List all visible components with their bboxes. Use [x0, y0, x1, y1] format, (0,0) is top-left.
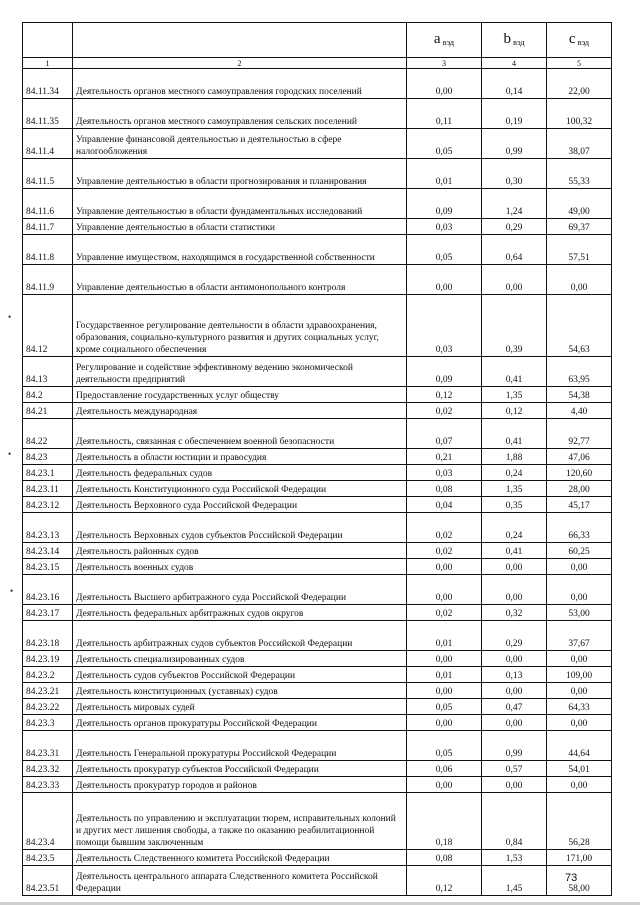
value-a-cell: 0,03	[407, 465, 482, 481]
value-b-cell: 0,32	[482, 605, 547, 621]
col-number-1: 1	[23, 58, 73, 69]
table-row	[23, 449, 612, 465]
description-cell: Управление деятельностью в области прогнозирования и планирования	[73, 159, 407, 189]
value-b-cell: 0,14	[482, 69, 547, 99]
header-b-cell: b $_{вэд}$	[482, 23, 547, 58]
description-cell: Государственное регулирование деятельности в области здравоохранения, образования, социально-культурного развития и других социальных услуг, кроме социального обеспечения	[73, 295, 407, 357]
value-c-cell: 45,17	[547, 497, 612, 513]
description-cell: Управление деятельностью в области антимонопольного контроля	[73, 265, 407, 295]
description-cell: Деятельность военных судов	[73, 559, 407, 575]
value-a-cell: 0,05	[407, 129, 482, 159]
value-c-cell: 54,63	[547, 295, 612, 357]
code-cell: 84.2	[23, 387, 73, 403]
value-a-cell: 0,00	[407, 265, 482, 295]
value-c-cell: 54,01	[547, 761, 612, 777]
col-number-4: 4	[482, 58, 547, 69]
value-b-cell: 0,24	[482, 465, 547, 481]
description-cell: Деятельность в области юстиции и правосудия	[73, 449, 407, 465]
value-c-cell: 54,38	[547, 387, 612, 403]
column-number-row	[23, 58, 612, 69]
table-row	[23, 575, 612, 605]
code-cell: 84.11.6	[23, 189, 73, 219]
code-cell: 84.23.17	[23, 605, 73, 621]
coefficients-table	[22, 22, 612, 896]
col-number-2: 2	[73, 58, 407, 69]
value-b-cell: 0,35	[482, 497, 547, 513]
description-cell: Деятельность судов субъектов Российской Федерации	[73, 667, 407, 683]
code-cell: 84.23.11	[23, 481, 73, 497]
description-cell: Деятельность мировых судей	[73, 699, 407, 715]
description-cell: Деятельность Генеральной прокуратуры Российской Федерации	[73, 731, 407, 761]
value-a-cell: 0,07	[407, 419, 482, 449]
value-a-cell: 0,00	[407, 777, 482, 793]
table-row	[23, 387, 612, 403]
description-cell: Деятельность центрального аппарата Следственного комитета Российской Федерации	[73, 866, 407, 896]
value-c-cell: 60,25	[547, 543, 612, 559]
value-a-cell: 0,02	[407, 543, 482, 559]
value-c-cell: 0,00	[547, 777, 612, 793]
description-cell: Предоставление государственных услуг обществу	[73, 387, 407, 403]
value-a-cell: 0,11	[407, 99, 482, 129]
code-cell: 84.23.22	[23, 699, 73, 715]
header-c-cell: c $_{вэд}$	[547, 23, 612, 58]
description-cell: Управление финансовой деятельностью и деятельностью в сфере налогообложения	[73, 129, 407, 159]
code-cell: 84.12	[23, 295, 73, 357]
value-c-cell: 56,28	[547, 793, 612, 850]
value-b-cell: 0,00	[482, 265, 547, 295]
description-cell: Деятельность международная	[73, 403, 407, 419]
value-a-cell: 0,12	[407, 387, 482, 403]
value-a-cell: 0,09	[407, 357, 482, 387]
code-cell: 84.23.33	[23, 777, 73, 793]
table-row	[23, 481, 612, 497]
code-cell: 84.23.19	[23, 651, 73, 667]
value-a-cell: 0,05	[407, 731, 482, 761]
value-b-cell: 0,57	[482, 761, 547, 777]
table-row	[23, 403, 612, 419]
description-cell: Деятельность прокуратур субъектов Российской Федерации	[73, 761, 407, 777]
description-cell: Деятельность органов прокуратуры Российской Федерации	[73, 715, 407, 731]
value-a-cell: 0,02	[407, 513, 482, 543]
table-row	[23, 543, 612, 559]
description-cell: Деятельность Верховного суда Российской Федерации	[73, 497, 407, 513]
code-cell: 84.11.35	[23, 99, 73, 129]
table-row	[23, 497, 612, 513]
table-row	[23, 683, 612, 699]
value-c-cell: 49,00	[547, 189, 612, 219]
page-number: 73	[565, 872, 578, 884]
table-row	[23, 605, 612, 621]
header-row	[23, 23, 612, 58]
code-cell: 84.23.1	[23, 465, 73, 481]
value-c-cell: 100,32	[547, 99, 612, 129]
code-cell: 84.23.14	[23, 543, 73, 559]
value-b-cell: 1,53	[482, 850, 547, 866]
value-b-cell: 0,99	[482, 129, 547, 159]
description-cell: Деятельность специализированных судов	[73, 651, 407, 667]
description-cell: Управление деятельностью в области фундаментальных исследований	[73, 189, 407, 219]
value-a-cell: 0,02	[407, 605, 482, 621]
table-row	[23, 667, 612, 683]
table-row	[23, 419, 612, 449]
code-cell: 84.21	[23, 403, 73, 419]
value-c-cell: 44,64	[547, 731, 612, 761]
description-cell: Деятельность районных судов	[73, 543, 407, 559]
value-c-cell: 22,00	[547, 69, 612, 99]
code-cell: 84.23.51	[23, 866, 73, 896]
code-cell: 84.23.13	[23, 513, 73, 543]
description-cell: Деятельность арбитражных судов субъектов Российской Федерации	[73, 621, 407, 651]
value-c-cell: 63,95	[547, 357, 612, 387]
value-b-cell: 0,64	[482, 235, 547, 265]
value-a-cell: 0,01	[407, 667, 482, 683]
value-b-cell: 0,84	[482, 793, 547, 850]
table-row	[23, 513, 612, 543]
table-row	[23, 265, 612, 295]
value-a-cell: 0,04	[407, 497, 482, 513]
value-c-cell: 0,00	[547, 651, 612, 667]
value-b-cell: 0,99	[482, 731, 547, 761]
description-cell: Деятельность по управлению и эксплуатации тюрем, исправительных колоний и других мест лишения свободы, а также по оказанию реабилитационной помощи бывшим заключенным	[73, 793, 407, 850]
code-cell: 84.23.5	[23, 850, 73, 866]
table-row	[23, 357, 612, 387]
margin-mark: •	[8, 312, 12, 322]
value-c-cell: 47,06	[547, 449, 612, 465]
description-cell: Деятельность Конституционного суда Российской Федерации	[73, 481, 407, 497]
code-cell: 84.11.5	[23, 159, 73, 189]
table-row	[23, 651, 612, 667]
value-b-cell: 1,45	[482, 866, 547, 896]
margin-mark: •	[10, 586, 14, 596]
value-a-cell: 0,01	[407, 159, 482, 189]
value-b-cell: 0,41	[482, 419, 547, 449]
value-b-cell: 0,00	[482, 777, 547, 793]
table-row	[23, 295, 612, 357]
description-cell: Деятельность конституционных (уставных) судов	[73, 683, 407, 699]
value-a-cell: 0,00	[407, 575, 482, 605]
description-cell: Деятельность Верховных судов субъектов Российской Федерации	[73, 513, 407, 543]
value-c-cell: 64,33	[547, 699, 612, 715]
value-c-cell: 58,00	[547, 866, 612, 896]
description-cell: Деятельность федеральных судов	[73, 465, 407, 481]
value-b-cell: 0,00	[482, 559, 547, 575]
col-number-5: 5	[547, 58, 612, 69]
table-row	[23, 465, 612, 481]
code-cell: 84.11.7	[23, 219, 73, 235]
code-cell: 84.23.18	[23, 621, 73, 651]
table-row	[23, 699, 612, 715]
value-b-cell: 1,24	[482, 189, 547, 219]
description-cell: Управление имуществом, находящимся в государственной собственности	[73, 235, 407, 265]
code-cell: 84.23.21	[23, 683, 73, 699]
value-a-cell: 0,06	[407, 761, 482, 777]
code-cell: 84.11.34	[23, 69, 73, 99]
description-cell: Управление деятельностью в области статистики	[73, 219, 407, 235]
value-a-cell: 0,08	[407, 850, 482, 866]
value-b-cell: 0,12	[482, 403, 547, 419]
value-c-cell: 171,00	[547, 850, 612, 866]
description-cell: Деятельность федеральных арбитражных судов округов	[73, 605, 407, 621]
table-row	[23, 159, 612, 189]
value-c-cell: 0,00	[547, 575, 612, 605]
code-cell: 84.11.8	[23, 235, 73, 265]
value-b-cell: 0,00	[482, 575, 547, 605]
value-c-cell: 0,00	[547, 715, 612, 731]
table-row	[23, 189, 612, 219]
table-row	[23, 69, 612, 99]
value-b-cell: 0,00	[482, 715, 547, 731]
value-b-cell: 0,29	[482, 219, 547, 235]
code-cell: 84.11.4	[23, 129, 73, 159]
table-row	[23, 219, 612, 235]
table-row	[23, 777, 612, 793]
value-c-cell: 0,00	[547, 559, 612, 575]
table-row	[23, 715, 612, 731]
value-a-cell: 0,00	[407, 69, 482, 99]
value-a-cell: 0,08	[407, 481, 482, 497]
value-b-cell: 0,13	[482, 667, 547, 683]
description-cell: Деятельность Следственного комитета Российской Федерации	[73, 850, 407, 866]
value-c-cell: 38,07	[547, 129, 612, 159]
code-cell: 84.22	[23, 419, 73, 449]
value-c-cell: 0,00	[547, 265, 612, 295]
value-b-cell: 0,39	[482, 295, 547, 357]
header-a-cell: a $_{вэд}$	[407, 23, 482, 58]
table-row	[23, 866, 612, 896]
value-c-cell: 69,37	[547, 219, 612, 235]
value-b-cell: 0,47	[482, 699, 547, 715]
value-a-cell: 0,21	[407, 449, 482, 465]
description-cell: Деятельность прокуратур городов и районов	[73, 777, 407, 793]
description-cell: Регулирование и содействие эффективному ведению экономической деятельности предприятий	[73, 357, 407, 387]
value-a-cell: 0,03	[407, 219, 482, 235]
table-row	[23, 99, 612, 129]
value-b-cell: 0,41	[482, 357, 547, 387]
table-row	[23, 731, 612, 761]
value-a-cell: 0,03	[407, 295, 482, 357]
value-a-cell: 0,01	[407, 621, 482, 651]
value-b-cell: 0,29	[482, 621, 547, 651]
value-b-cell: 1,35	[482, 481, 547, 497]
value-c-cell: 4,40	[547, 403, 612, 419]
header-desc-cell	[73, 23, 407, 58]
value-a-cell: 0,12	[407, 866, 482, 896]
value-b-cell: 0,24	[482, 513, 547, 543]
value-c-cell: 120,60	[547, 465, 612, 481]
value-c-cell: 0,00	[547, 683, 612, 699]
code-cell: 84.23.4	[23, 793, 73, 850]
value-a-cell: 0,00	[407, 715, 482, 731]
col-number-3: 3	[407, 58, 482, 69]
value-b-cell: 0,00	[482, 651, 547, 667]
value-c-cell: 57,51	[547, 235, 612, 265]
value-a-cell: 0,02	[407, 403, 482, 419]
table-row	[23, 761, 612, 777]
value-c-cell: 53,00	[547, 605, 612, 621]
value-a-cell: 0,09	[407, 189, 482, 219]
value-b-cell: 1,88	[482, 449, 547, 465]
value-c-cell: 55,33	[547, 159, 612, 189]
value-a-cell: 0,00	[407, 683, 482, 699]
code-cell: 84.13	[23, 357, 73, 387]
value-c-cell: 28,00	[547, 481, 612, 497]
description-cell: Деятельность Высшего арбитражного суда Российской Федерации	[73, 575, 407, 605]
value-a-cell: 0,00	[407, 559, 482, 575]
value-b-cell: 0,30	[482, 159, 547, 189]
value-c-cell: 109,00	[547, 667, 612, 683]
code-cell: 84.23.3	[23, 715, 73, 731]
description-cell: Деятельность, связанная с обеспечением военной безопасности	[73, 419, 407, 449]
table-row	[23, 129, 612, 159]
code-cell: 84.23.31	[23, 731, 73, 761]
code-cell: 84.23.2	[23, 667, 73, 683]
code-cell: 84.23.32	[23, 761, 73, 777]
value-b-cell: 0,41	[482, 543, 547, 559]
table-row	[23, 793, 612, 850]
code-cell: 84.11.9	[23, 265, 73, 295]
value-a-cell: 0,05	[407, 699, 482, 715]
value-b-cell: 1,35	[482, 387, 547, 403]
value-c-cell: 92,77	[547, 419, 612, 449]
value-a-cell: 0,18	[407, 793, 482, 850]
value-b-cell: 0,00	[482, 683, 547, 699]
value-a-cell: 0,05	[407, 235, 482, 265]
table-row	[23, 235, 612, 265]
value-c-cell: 66,33	[547, 513, 612, 543]
code-cell: 84.23	[23, 449, 73, 465]
description-cell: Деятельность органов местного самоуправления городских поселений	[73, 69, 407, 99]
table-row	[23, 559, 612, 575]
value-c-cell: 37,67	[547, 621, 612, 651]
code-cell: 84.23.12	[23, 497, 73, 513]
code-cell: 84.23.16	[23, 575, 73, 605]
code-cell: 84.23.15	[23, 559, 73, 575]
margin-mark: •	[8, 449, 12, 459]
header-code-cell	[23, 23, 73, 58]
description-cell: Деятельность органов местного самоуправления сельских поселений	[73, 99, 407, 129]
table-row	[23, 850, 612, 866]
value-b-cell: 0,19	[482, 99, 547, 129]
table-row	[23, 621, 612, 651]
value-a-cell: 0,00	[407, 651, 482, 667]
